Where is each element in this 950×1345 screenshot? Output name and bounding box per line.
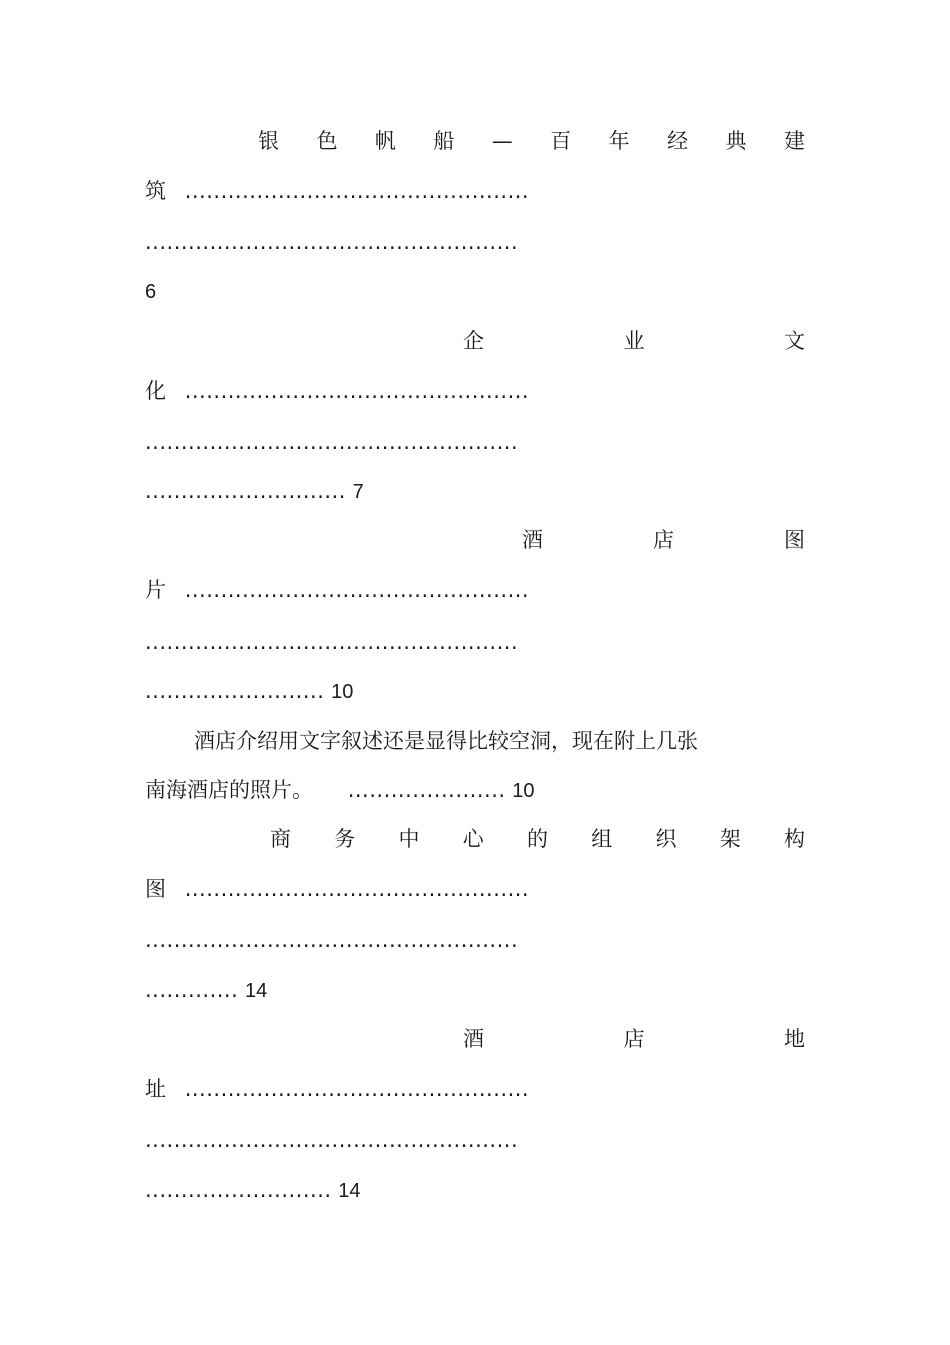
heading-char: 组	[591, 827, 613, 851]
toc-entry-5-page-line[interactable]	[145, 980, 267, 1001]
toc-entry-5-line2[interactable]	[145, 879, 529, 900]
heading-char: 店	[623, 1027, 645, 1051]
toc-entry-1-line2[interactable]	[145, 181, 529, 202]
toc-entry-2-line2[interactable]	[145, 381, 529, 402]
entry-text: 南海酒店的照片。	[145, 778, 313, 802]
heading-tail-char: 筑	[145, 179, 166, 203]
heading-char: 帆	[374, 129, 396, 153]
leader-dots: ................................................	[184, 578, 530, 602]
heading-tail-char: 化	[145, 379, 166, 403]
leader-dots: ....................................................	[145, 928, 519, 952]
heading-char: 典	[725, 129, 747, 153]
leader-dots: .............	[145, 978, 239, 1002]
heading-char: 构	[784, 827, 805, 851]
leader-dots: ................................................	[184, 877, 530, 901]
heading-char: 业	[623, 329, 645, 353]
heading-tail-char: 片	[145, 578, 166, 602]
leader-dots: ....................................................	[145, 630, 519, 654]
page-number: 14	[338, 1180, 361, 1202]
heading-char: 船	[433, 129, 455, 153]
heading-char: 企	[463, 329, 484, 353]
heading-char: 酒	[522, 528, 543, 552]
heading-char: 地	[784, 1027, 805, 1051]
heading-char: 银	[258, 129, 279, 153]
heading-char: 中	[398, 827, 420, 851]
heading-char: 文	[784, 329, 805, 353]
toc-entry-4-line2[interactable]	[145, 780, 534, 801]
leader-dots: ................................................	[184, 179, 530, 203]
toc-entry-2-heading[interactable]	[463, 331, 805, 352]
heading-char: —	[491, 129, 513, 153]
toc-entry-1-heading[interactable]	[258, 131, 805, 152]
leader-dots: ....................................................	[145, 430, 519, 454]
toc-entry-3-page-line[interactable]	[145, 681, 353, 702]
toc-entry-1-page-line[interactable]	[145, 281, 156, 302]
toc-entry-3-line2[interactable]	[145, 580, 529, 601]
toc-entry-6-page-line[interactable]	[145, 1180, 361, 1201]
leader-dots: ................................................	[184, 1077, 530, 1101]
heading-tail-char: 址	[145, 1077, 166, 1101]
toc-entry-2-page-line[interactable]	[145, 481, 364, 502]
heading-char: 架	[719, 827, 741, 851]
leader-dots: ....................................................	[145, 1128, 519, 1152]
toc-entry-6-line2[interactable]	[145, 1079, 529, 1100]
page-number: 6	[145, 281, 157, 303]
page-number: 10	[331, 681, 354, 703]
page-number: 7	[352, 481, 364, 503]
page-number: 10	[512, 780, 535, 802]
toc-entry-6-heading[interactable]	[463, 1029, 805, 1050]
page-number: 14	[244, 980, 268, 1002]
heading-char: 商	[270, 827, 291, 851]
leader-dots: ......................	[347, 778, 506, 802]
heading-char: 百	[550, 129, 572, 153]
heading-char: 经	[667, 129, 689, 153]
heading-char: 色	[316, 129, 338, 153]
heading-char: 年	[608, 129, 630, 153]
heading-char: 心	[462, 827, 484, 851]
heading-char: 酒	[463, 1027, 484, 1051]
leader-dots: .........................	[145, 679, 325, 703]
leader-dots: ............................	[145, 479, 346, 503]
heading-char: 店	[653, 528, 674, 552]
heading-char: 建	[783, 129, 805, 153]
leader-dots: ..........................	[145, 1178, 332, 1202]
heading-char: 图	[784, 528, 805, 552]
heading-char: 务	[334, 827, 356, 851]
heading-char: 织	[655, 827, 677, 851]
heading-tail-char: 图	[145, 877, 166, 901]
leader-dots: ....................................................	[145, 230, 519, 254]
toc-entry-5-heading[interactable]	[270, 829, 805, 850]
toc-entry-3-heading[interactable]	[522, 530, 805, 551]
toc-entry-4-line1[interactable]: 酒店介绍用文字叙述还是显得比较空洞，现在附上几张	[194, 729, 698, 753]
heading-char: 的	[527, 827, 548, 851]
leader-dots: ................................................	[184, 379, 530, 403]
